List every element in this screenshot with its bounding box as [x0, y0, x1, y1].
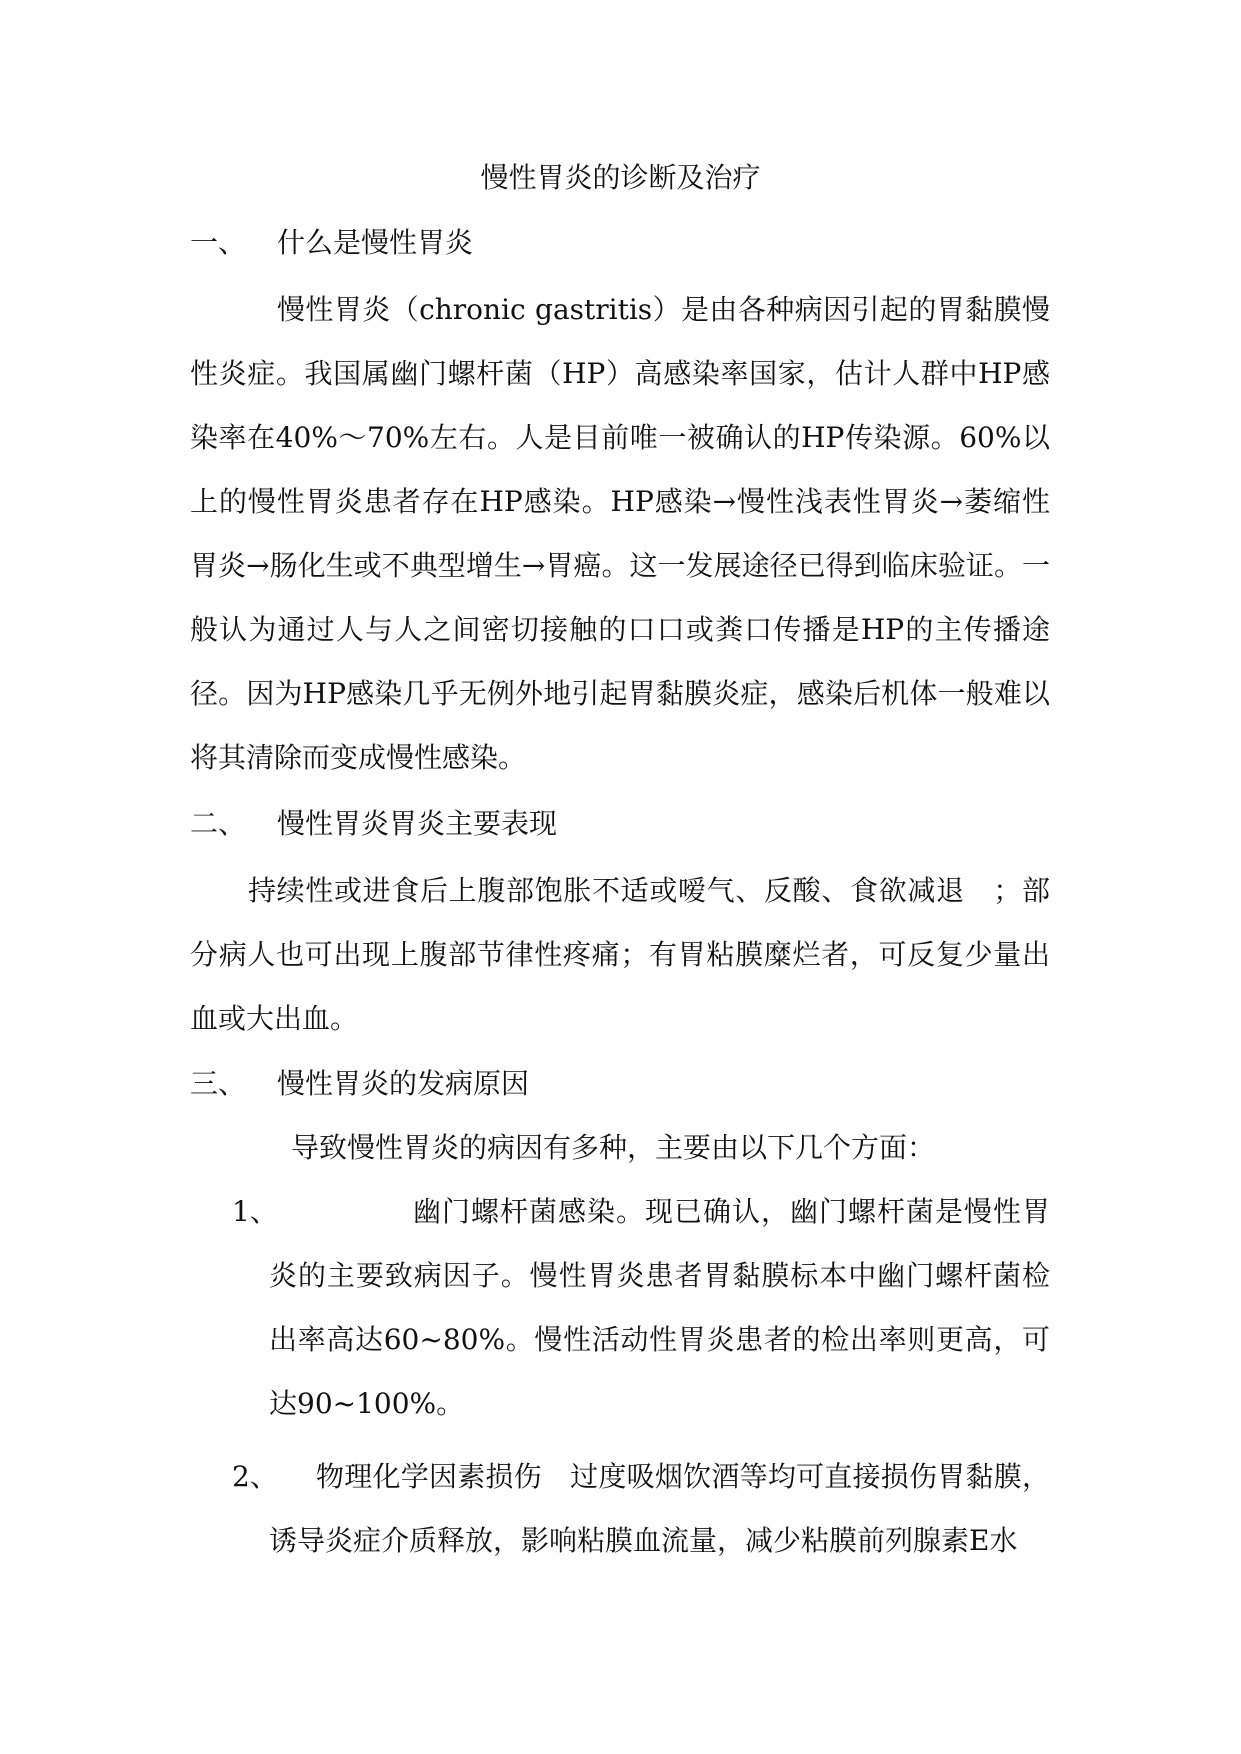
section-heading-3	[190, 1064, 529, 1104]
section-title: 慢性胃炎的发病原因	[277, 1067, 530, 1100]
section-title: 什么是慢性胃炎	[277, 226, 474, 259]
section-heading-1	[190, 223, 473, 263]
section-title: 慢性胃炎胃炎主要表现	[277, 807, 558, 840]
document-title: 慢性胃炎的诊断及治疗	[480, 161, 761, 194]
item-number: 1、	[232, 1195, 278, 1228]
list-item-2	[232, 1445, 1050, 1575]
section-number: 一、	[190, 226, 247, 259]
list-item-1	[232, 1180, 1050, 1440]
item-text: 物理化学因素损伤 过度吸烟饮酒等均可直接损伤胃黏膜，诱导炎症介质释放，影响粘膜血流量，减少粘膜前列腺素E水	[269, 1460, 1050, 1557]
item-text: 幽门螺杆菌感染。现已确认，幽门螺杆菌是慢性胃炎的主要致病因子。慢性胃炎患者胃黏膜标本中幽门螺杆菌检出率高达60~80%。慢性活动性胃炎患者的检出率则更高，可达90~100%。	[269, 1195, 1050, 1420]
section-paragraph-3: 导致慢性胃炎的病因有多种，主要由以下几个方面：	[291, 1131, 936, 1164]
item-number: 2、	[232, 1460, 278, 1493]
section-number: 二、	[190, 807, 247, 840]
section-paragraph-2: 持续性或进食后上腹部饱胀不适或嗳气、反酸、食欲减退 ；部分病人也可出现上腹部节律性疼痛；有胃粘膜糜烂者，可反复少量出血或大出血。	[190, 874, 1050, 1035]
section-heading-2	[190, 804, 557, 844]
section-number: 三、	[190, 1067, 247, 1100]
section-paragraph-1: 慢性胃炎（chronic gastritis）是由各种病因引起的胃黏膜慢性炎症。我国属幽门螺杆菌（HP）高感染率国家，估计人群中HP感染率在40%～70%左右。人是目前唯一被确认的HP传染源。60%以上的慢性胃炎患者存在HP感染。HP感染→慢性浅表性胃炎→萎缩性胃炎→肠化生或不典型增生→胃癌。这一发展途径已得到临床验证。一般认为通过人与人之间密切接触的口口或粪口传播是HP的主传播途径。因为HP感染几乎无例外地引起胃黏膜炎症，感染后机体一般难以将其清除而变成慢性感染。	[190, 293, 1050, 774]
